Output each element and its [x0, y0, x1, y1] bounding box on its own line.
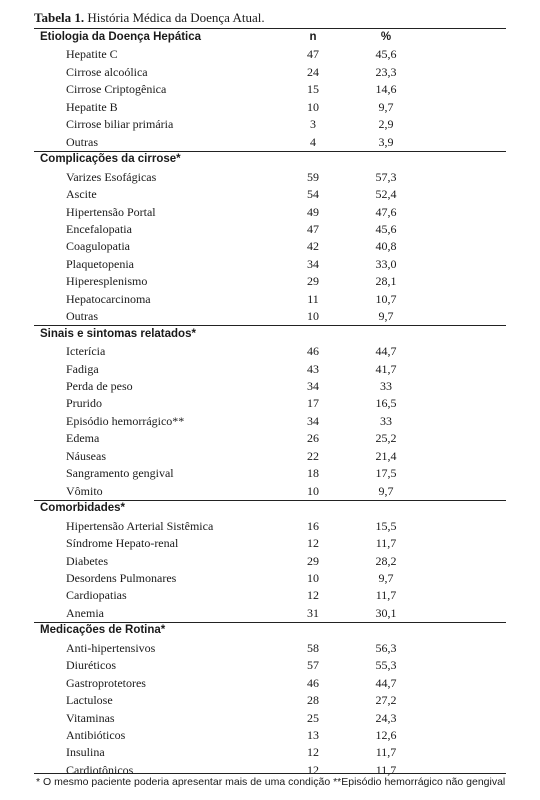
row-label: Sangramento gengival	[66, 466, 174, 481]
table-row	[34, 570, 506, 588]
row-percent: 28,1	[375, 274, 397, 289]
section-header	[34, 622, 506, 640]
row-percent: 24,3	[375, 710, 397, 725]
row-percent: 27,2	[375, 693, 397, 708]
table-row	[34, 81, 506, 99]
table-row	[34, 727, 506, 745]
row-count: 34	[307, 256, 319, 271]
table-row	[34, 640, 506, 658]
section-header	[34, 326, 506, 344]
row-count: 29	[307, 274, 319, 289]
table-caption-text: História Médica da Doença Atual.	[87, 10, 265, 25]
row-percent: 33	[380, 413, 392, 428]
row-label: Hepatite B	[66, 99, 118, 114]
row-count: 4	[310, 134, 316, 149]
table-row	[34, 692, 506, 710]
table-row	[34, 675, 506, 693]
row-percent: 15,5	[375, 518, 397, 533]
section-header	[34, 151, 506, 169]
section-header	[34, 29, 506, 47]
row-label: Vitaminas	[66, 710, 115, 725]
row-label: Cirrose alcoólica	[66, 64, 148, 79]
table-row	[34, 448, 506, 466]
table-row	[34, 134, 506, 152]
table-row	[34, 430, 506, 448]
row-count: 31	[307, 605, 319, 620]
table-row	[34, 518, 506, 536]
row-percent: 30,1	[375, 605, 397, 620]
table-row	[34, 744, 506, 762]
row-count: 10	[307, 570, 319, 585]
row-label: Varizes Esofágicas	[66, 169, 157, 184]
row-label: Anemia	[66, 605, 104, 620]
row-label: Insulina	[66, 745, 105, 760]
row-count: 12	[307, 588, 319, 603]
row-percent: 23,3	[375, 64, 397, 79]
row-percent: 9,7	[378, 99, 394, 114]
table-row	[34, 291, 506, 309]
row-label: Diabetes	[66, 553, 108, 568]
table-row	[34, 395, 506, 413]
row-count: 12	[307, 745, 319, 760]
row-percent: 45,6	[375, 47, 397, 62]
row-percent: 2,9	[378, 117, 394, 132]
row-percent: 28,2	[375, 553, 397, 568]
row-count: 49	[307, 204, 319, 219]
table-row	[34, 587, 506, 605]
row-count: 46	[307, 675, 319, 690]
row-percent: 41,7	[375, 361, 397, 376]
row-label: Coagulopatia	[66, 239, 130, 254]
row-count: 58	[307, 640, 319, 655]
row-percent: 11,7	[375, 536, 397, 551]
row-percent: 25,2	[375, 431, 397, 446]
row-count: 46	[307, 344, 319, 359]
row-label: Edema	[66, 431, 100, 446]
row-percent: 57,3	[375, 169, 397, 184]
row-percent: 44,7	[375, 344, 397, 359]
row-count: 26	[307, 431, 319, 446]
table-row	[34, 413, 506, 431]
row-label: Hipertensão Arterial Sistêmica	[66, 518, 214, 533]
table-row	[34, 657, 506, 675]
row-label: Plaquetopenia	[66, 256, 134, 271]
row-count: 25	[307, 710, 319, 725]
row-label: Episódio hemorrágico**	[66, 413, 185, 428]
row-count: 42	[307, 239, 319, 254]
row-count: 34	[307, 379, 319, 393]
row-count: 16	[307, 518, 319, 533]
section-title: Etiologia da Doença Hepática	[40, 31, 202, 43]
row-percent: 3,9	[378, 134, 394, 149]
table-row	[34, 343, 506, 361]
row-percent: 11,7	[375, 588, 397, 603]
row-label: Síndrome Hepato-renal	[66, 536, 179, 551]
row-label: Prurido	[66, 396, 102, 411]
row-count: 57	[307, 658, 319, 673]
row-percent: 16,5	[375, 396, 397, 411]
row-label: Diuréticos	[66, 658, 116, 673]
column-header-n: n	[309, 31, 317, 43]
row-count: 17	[307, 396, 319, 411]
row-count: 22	[307, 448, 319, 463]
row-percent: 21,4	[375, 448, 397, 463]
table-row	[34, 273, 506, 291]
row-label: Gastroprotetores	[66, 675, 146, 690]
table-row	[34, 99, 506, 117]
table-row	[34, 378, 506, 396]
row-count: 3	[310, 117, 316, 132]
row-label: Anti-hipertensivos	[66, 640, 156, 655]
table-row	[34, 256, 506, 274]
row-label: Cirrose Criptogênica	[66, 82, 167, 97]
row-percent: 17,5	[375, 466, 397, 481]
row-count: 29	[307, 553, 319, 568]
table-row	[34, 465, 506, 483]
table-row	[34, 483, 506, 501]
section-header	[34, 500, 506, 518]
table-row	[34, 238, 506, 256]
table-row	[34, 64, 506, 82]
row-count: 10	[307, 483, 319, 498]
table-row	[34, 605, 506, 623]
row-label: Vômito	[66, 483, 103, 498]
row-count: 11	[307, 291, 319, 306]
row-count: 12	[307, 762, 319, 777]
table-row	[34, 535, 506, 553]
row-label: Perda de peso	[66, 379, 133, 393]
row-label: Fadiga	[66, 361, 99, 376]
row-label: Outras	[66, 134, 98, 149]
row-percent: 52,4	[375, 187, 397, 202]
table-row	[34, 204, 506, 222]
row-label: Antibióticos	[66, 728, 126, 742]
row-percent: 55,3	[375, 658, 397, 673]
table-row	[34, 116, 506, 134]
row-count: 24	[307, 64, 319, 79]
row-percent: 10,7	[375, 291, 397, 306]
row-percent: 47,6	[375, 204, 397, 219]
row-label: Ascite	[66, 187, 97, 202]
row-count: 10	[307, 99, 319, 114]
table-row	[34, 221, 506, 239]
row-label: Desordens Pulmonares	[66, 570, 177, 585]
row-label: Hipertensão Portal	[66, 204, 156, 219]
table-row	[34, 710, 506, 728]
row-count: 12	[307, 536, 319, 551]
row-count: 43	[307, 361, 319, 376]
row-percent: 11,7	[375, 745, 397, 760]
row-percent: 44,7	[375, 675, 397, 690]
row-count: 13	[307, 728, 319, 742]
section-title: Medicações de Rotina*	[40, 624, 166, 637]
table-row	[34, 308, 506, 326]
row-label: Cardiotônicos	[66, 762, 134, 777]
row-percent: 33	[380, 379, 392, 393]
row-percent: 9,7	[378, 483, 394, 498]
table-bottom-rule	[34, 773, 506, 774]
row-count: 47	[307, 47, 319, 62]
row-percent: 9,7	[378, 570, 394, 585]
section-title: Complicações da cirrose*	[40, 153, 181, 166]
table-row	[34, 361, 506, 379]
row-percent: 45,6	[375, 221, 397, 236]
row-label: Cirrose biliar primária	[66, 117, 174, 132]
row-count: 10	[307, 309, 319, 324]
row-count: 59	[307, 169, 319, 184]
row-percent: 12,6	[375, 728, 397, 742]
row-label: Cardiopatias	[66, 588, 127, 603]
row-label: Lactulose	[66, 693, 113, 708]
row-count: 15	[307, 82, 319, 97]
row-count: 18	[307, 466, 319, 481]
table-caption-label: Tabela 1.	[34, 10, 85, 25]
section-title: Sinais e sintomas relatados*	[40, 327, 196, 340]
table-footnote: * O mesmo paciente poderia apresentar mais de uma condição **Episódio hemorrágico não gengival	[36, 776, 506, 788]
row-percent: 11,7	[375, 762, 397, 777]
row-count: 47	[307, 221, 319, 236]
row-count: 34	[307, 413, 319, 428]
row-percent: 56,3	[375, 640, 397, 655]
row-count: 28	[307, 693, 319, 708]
row-label: Encefalopatia	[66, 221, 132, 236]
row-label: Hiperesplenismo	[66, 274, 148, 289]
row-label: Outras	[66, 309, 98, 324]
table-row	[34, 186, 506, 204]
row-label: Náuseas	[66, 448, 106, 463]
table-row	[34, 169, 506, 187]
row-percent: 9,7	[378, 309, 394, 324]
row-label: Icterícia	[66, 344, 106, 359]
row-percent: 40,8	[375, 239, 397, 254]
row-count: 54	[307, 187, 319, 202]
table-row	[34, 553, 506, 571]
row-percent: 33,0	[375, 256, 397, 271]
row-percent: 14,6	[375, 82, 397, 97]
row-label: Hepatite C	[66, 47, 118, 62]
row-label: Hepatocarcinoma	[66, 291, 151, 306]
section-title: Comorbidades*	[40, 502, 125, 515]
column-header-percent: %	[380, 31, 392, 43]
table-row	[34, 46, 506, 64]
